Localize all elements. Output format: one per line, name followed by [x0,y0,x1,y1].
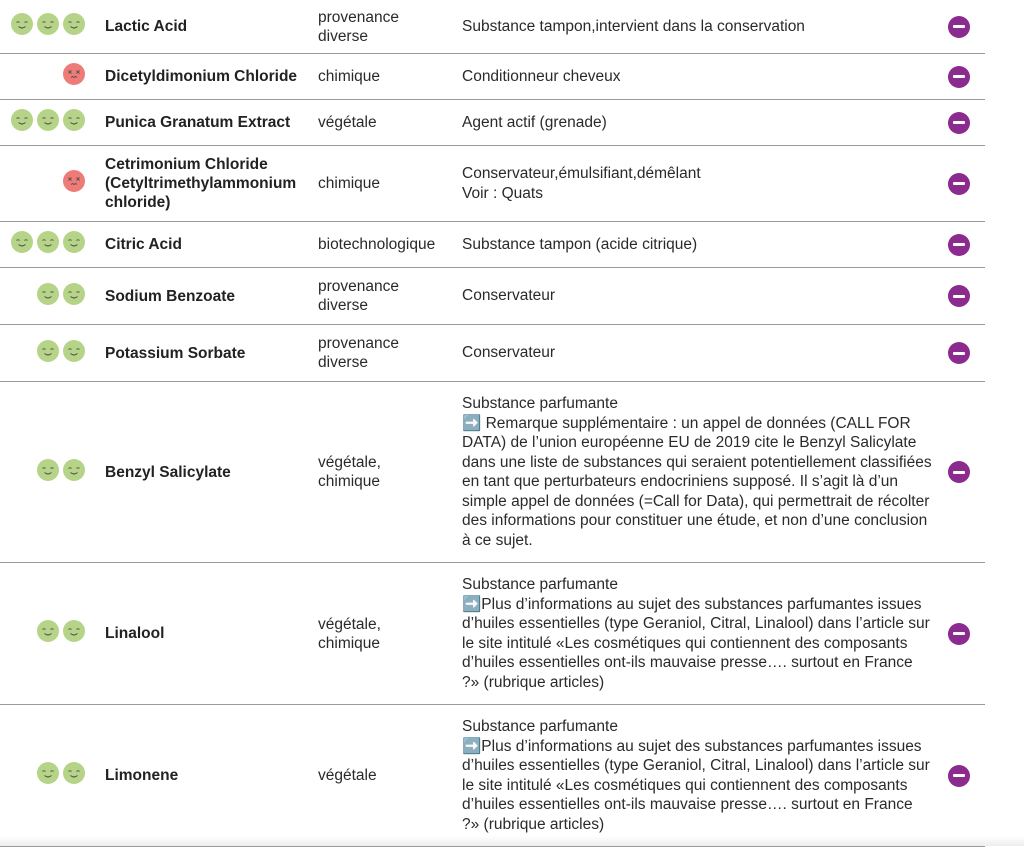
sad-face-icon [62,169,86,198]
ingredient-function-line: Substance tampon,intervient dans la conservation [462,17,805,37]
ingredient-name [105,222,310,267]
ingredient-function-line: Substance parfumante [462,717,932,737]
rating-good [6,705,86,846]
ingredient-function [462,705,932,846]
ingredient-name-text: Potassium Sorbate [105,344,245,363]
smiley-face-icon [36,619,60,648]
ingredient-function [462,325,932,381]
minus-icon [953,352,965,355]
row-action [948,563,970,704]
remove-button[interactable] [948,234,970,256]
row-action [948,268,970,324]
ingredient-name-text: Punica Granatum Extract [105,113,290,132]
smiley-face-icon [62,458,86,487]
smiley-face-icon [36,230,60,259]
remove-button[interactable] [948,16,970,38]
rating-bad [6,146,86,221]
smiley-face-icon [10,230,34,259]
ingredient-name-text: Limonene [105,766,178,785]
smiley-face-icon [36,108,60,137]
bottom-fade [0,836,1024,846]
ingredient-function-line: ➡️Plus d’informations au sujet des substances parfumantes issues d’huiles essentielles (type Geraniol, Citral, Linalool) dans l’article sur le site intitulé «Les cosmétiques qui contiennent des composants d’huiles essentielles ont-ils mauvaise presse…. surtout en France ?» (rubrique articles) [462,737,932,835]
smiley-face-icon [62,12,86,41]
remove-button[interactable] [948,66,970,88]
ingredient-function [462,0,932,53]
ingredient-function [462,268,932,324]
remove-button[interactable] [948,173,970,195]
row-action [948,0,970,53]
ingredient-function-line: Voir : Quats [462,184,701,204]
smiley-face-icon [36,12,60,41]
ingredient-function-line: Conservateur [462,343,555,363]
ingredient-origin [318,100,458,145]
ingredient-function [462,100,932,145]
rating-good [6,0,86,53]
remove-button[interactable] [948,623,970,645]
table-row [0,563,985,705]
table-row [0,222,985,268]
remove-button[interactable] [948,342,970,364]
smiley-face-icon [62,108,86,137]
ingredient-origin-text: provenance diverse [318,334,399,372]
minus-icon [953,243,965,246]
table-row [0,382,985,563]
minus-icon [953,75,965,78]
ingredient-function [462,146,932,221]
ingredient-origin [318,705,458,846]
ingredient-name-text: Sodium Benzoate [105,287,235,306]
remove-button[interactable] [948,285,970,307]
ingredient-function [462,222,932,267]
table-row [0,705,985,847]
smiley-face-icon [62,619,86,648]
ingredient-name [105,705,310,846]
ingredient-function-line: ➡️ Remarque supplémentaire : un appel de données (CALL FOR DATA) de l’union européenne EU de 2019 cite le Benzyl Salicylate dans une liste de substances qui seraient potentiellement classifiées en tant que perturbateurs endocriniens supposé. Il s’agit là d’un simple appel de données (=Call for Data), qui permettrait de récolter des informations pour constituer une étude, et non d’une conclusion à ce sujet. [462,414,932,551]
ingredient-origin-text: végétale, chimique [318,453,381,491]
ingredient-origin-text: biotechnologique [318,235,435,254]
table-row [0,325,985,382]
ingredient-origin-text: provenance diverse [318,8,399,46]
rating-good [6,563,86,704]
ingredient-function-line: Substance tampon (acide citrique) [462,235,697,255]
remove-button[interactable] [948,765,970,787]
ingredient-name-text: Dicetyldimonium Chloride [105,67,297,86]
minus-icon [953,121,965,124]
row-action [948,100,970,145]
rating-bad [6,54,86,99]
ingredient-name-text: Citric Acid [105,235,182,254]
rating-good [6,325,86,381]
minus-icon [953,182,965,185]
smiley-face-icon [62,339,86,368]
table-row [0,54,985,100]
minus-icon [953,774,965,777]
ingredient-name-text: Benzyl Salicylate [105,463,231,482]
minus-icon [953,471,965,474]
ingredient-name-text: Lactic Acid [105,17,187,36]
smiley-face-icon [36,339,60,368]
sad-face-icon [62,62,86,91]
ingredient-function [462,382,932,562]
rating-good [6,100,86,145]
rating-good [6,268,86,324]
ingredient-name-text: Linalool [105,624,164,643]
ingredient-name [105,0,310,53]
rating-good [6,222,86,267]
table-row [0,100,985,146]
minus-icon [953,295,965,298]
ingredient-function-line: Agent actif (grenade) [462,113,607,133]
smiley-face-icon [62,761,86,790]
ingredient-function-line: Conservateur,émulsifiant,démêlant [462,164,701,184]
row-action [948,222,970,267]
smiley-face-icon [62,282,86,311]
table-row [0,0,985,54]
table-row [0,146,985,222]
ingredient-origin-text: végétale [318,766,377,785]
ingredient-function-line: Conditionneur cheveux [462,67,621,87]
ingredient-name [105,325,310,381]
ingredient-name [105,100,310,145]
smiley-face-icon [10,12,34,41]
smiley-face-icon [36,761,60,790]
ingredient-origin-text: provenance diverse [318,277,399,315]
smiley-face-icon [62,230,86,259]
ingredient-name [105,382,310,562]
ingredient-origin [318,268,458,324]
ingredient-origin [318,325,458,381]
ingredient-function-line: Substance parfumante [462,394,932,414]
ingredient-origin-text: végétale [318,113,377,132]
ingredient-name [105,268,310,324]
minus-icon [953,25,965,28]
row-action [948,382,970,562]
ingredient-origin [318,222,458,267]
row-action [948,146,970,221]
ingredient-origin [318,0,458,53]
ingredient-origin-text: chimique [318,67,380,86]
ingredient-function [462,54,932,99]
ingredient-function-line: Substance parfumante [462,575,932,595]
rating-good [6,382,86,562]
ingredient-origin [318,563,458,704]
ingredient-name [105,563,310,704]
ingredient-name [105,146,310,221]
ingredient-name-text: Cetrimonium Chloride (Cetyltrimethylammonium chloride) [105,155,310,212]
ingredient-function [462,563,932,704]
ingredient-origin [318,54,458,99]
remove-button[interactable] [948,461,970,483]
ingredient-origin [318,382,458,562]
ingredient-origin-text: chimique [318,174,380,193]
ingredient-function-line: Conservateur [462,286,555,306]
row-action [948,325,970,381]
minus-icon [953,632,965,635]
row-action [948,705,970,846]
ingredient-name [105,54,310,99]
smiley-face-icon [36,458,60,487]
row-action [948,54,970,99]
ingredient-origin [318,146,458,221]
ingredient-function-line: ➡️Plus d’informations au sujet des substances parfumantes issues d’huiles essentielles (type Geraniol, Citral, Linalool) dans l’article sur le site intitulé «Les cosmétiques qui contiennent des composants d’huiles essentielles ont-ils mauvaise presse…. surtout en France ?» (rubrique articles) [462,595,932,693]
smiley-face-icon [36,282,60,311]
table-row [0,268,985,325]
remove-button[interactable] [948,112,970,134]
smiley-face-icon [10,108,34,137]
ingredient-origin-text: végétale, chimique [318,615,381,653]
